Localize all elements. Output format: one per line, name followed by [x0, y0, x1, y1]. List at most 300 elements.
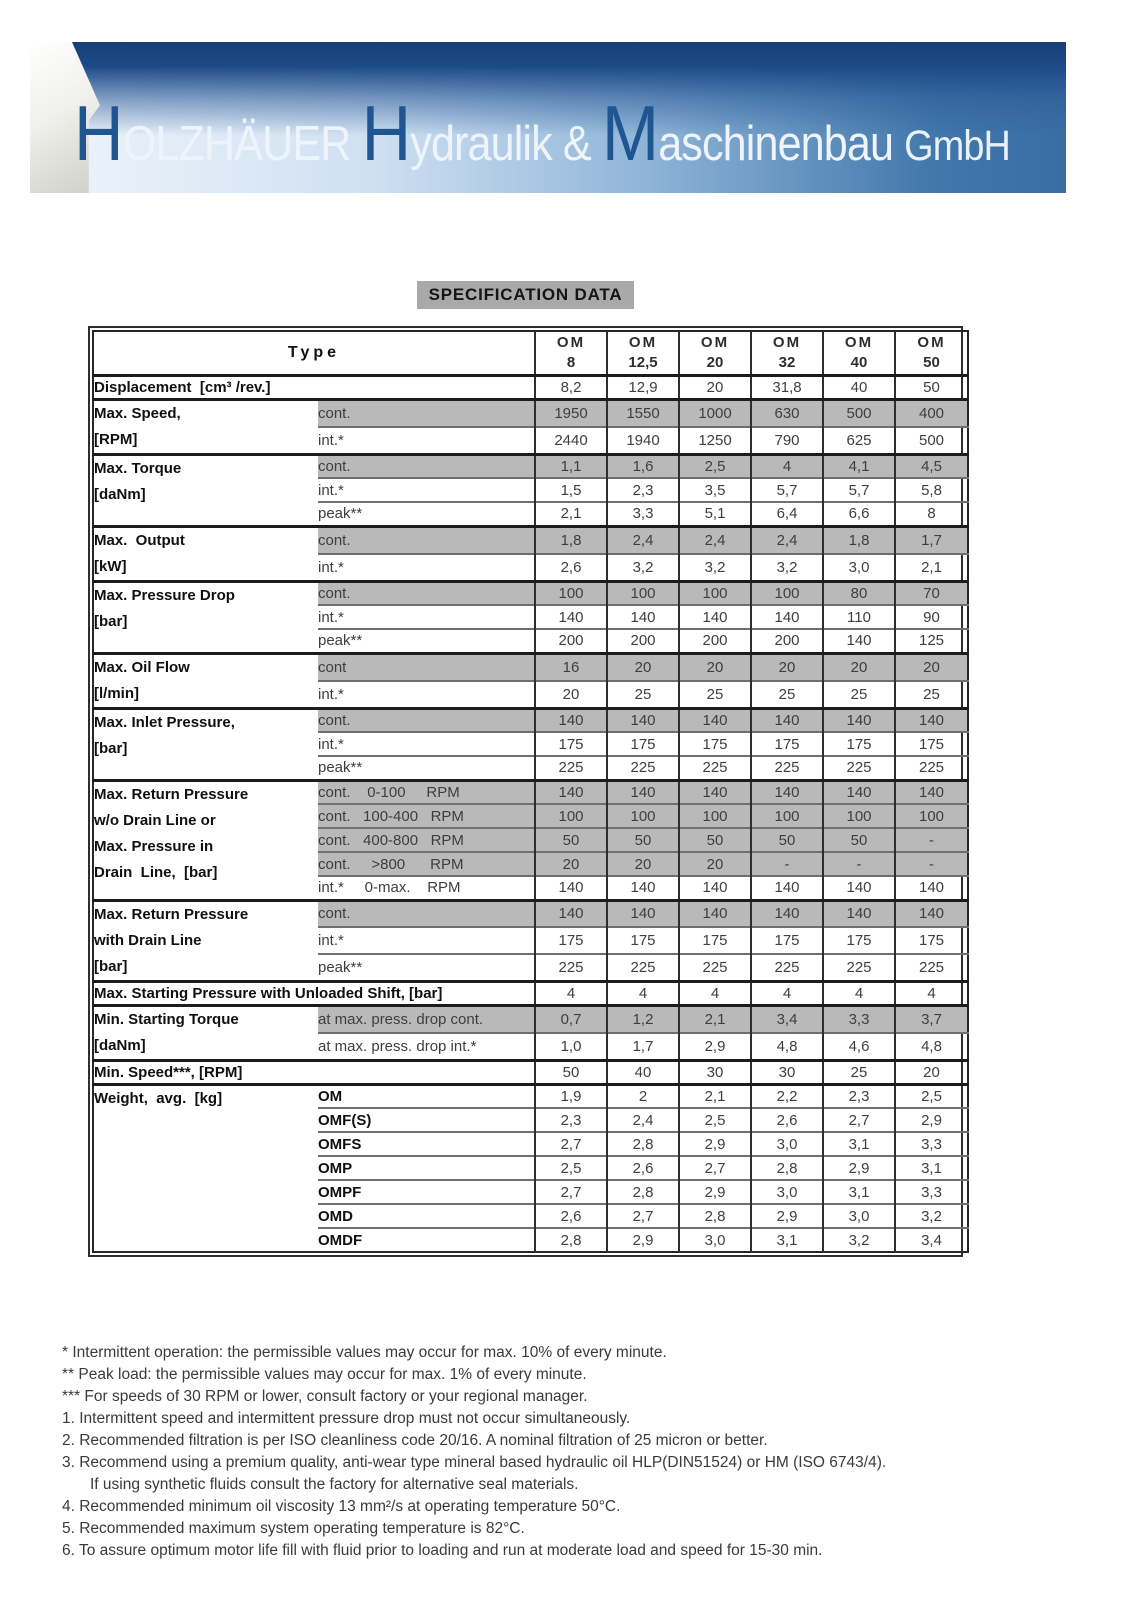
brand-segment: OLZHÄUER [122, 117, 362, 171]
table-row [93, 900, 968, 927]
value-cell: 3,5 [679, 478, 751, 502]
row-sublabel: cont. 0-100 RPM [318, 780, 535, 804]
table-row [93, 780, 968, 804]
value-cell: 175 [607, 927, 679, 954]
value-cell: 225 [607, 954, 679, 981]
table-row [93, 375, 968, 399]
value-cell: 175 [607, 732, 679, 756]
value-cell: 140 [895, 780, 968, 804]
value-cell: 4,8 [895, 1033, 968, 1061]
value-cell: 70 [895, 581, 968, 605]
value-cell: 175 [895, 927, 968, 954]
row-label-line: Max. Speed, [94, 404, 181, 422]
value-cell: 20 [607, 852, 679, 876]
value-cell: 3,0 [679, 1228, 751, 1252]
value-cell: 1250 [679, 427, 751, 455]
value-cell: 140 [751, 780, 823, 804]
value-cell: 1,1 [535, 454, 607, 478]
value-cell: 3,3 [607, 502, 679, 526]
row-sublabel: at max. press. drop cont. [318, 1005, 535, 1033]
row-sublabel: cont. [318, 454, 535, 478]
value-cell: 2,8 [607, 1132, 679, 1156]
value-cell: 3,1 [751, 1228, 823, 1252]
row-label-line: [bar] [94, 612, 128, 630]
value-cell: 140 [607, 900, 679, 927]
value-cell: 200 [679, 629, 751, 653]
value-cell: 175 [823, 927, 895, 954]
row-label-line: Max. Torque [94, 459, 182, 477]
value-cell: 140 [895, 876, 968, 900]
value-cell: 2,9 [679, 1180, 751, 1204]
value-cell: 100 [751, 581, 823, 605]
footnote-line: 3. Recommend using a premium quality, anti-wear type mineral based hydraulic oil HLP(DIN51524) or HM (ISO 6743/4). [62, 1454, 887, 1471]
value-cell: 2,2 [751, 1084, 823, 1108]
table-row [93, 981, 968, 1005]
value-cell: 5,1 [679, 502, 751, 526]
value-cell: 8,2 [535, 375, 607, 399]
row-label-line: [kW] [94, 557, 127, 575]
row-sublabel: peak** [318, 629, 535, 653]
value-cell: 3,1 [823, 1180, 895, 1204]
value-cell: 225 [679, 954, 751, 981]
value-cell: 2,3 [535, 1108, 607, 1132]
value-cell: 2 [607, 1084, 679, 1108]
value-cell: 2,7 [535, 1180, 607, 1204]
value-cell: 175 [751, 927, 823, 954]
row-sublabel: int.* [318, 427, 535, 455]
value-cell: 2,9 [607, 1228, 679, 1252]
row-sublabel: cont. [318, 399, 535, 427]
value-cell: 175 [535, 732, 607, 756]
column-header-om-40: OM 40 [823, 331, 895, 375]
value-cell: 5,8 [895, 478, 968, 502]
value-cell: 175 [823, 732, 895, 756]
value-cell: 20 [679, 653, 751, 681]
value-cell: 50 [535, 1060, 607, 1084]
value-cell: 1550 [607, 399, 679, 427]
value-cell: 140 [679, 780, 751, 804]
value-cell: 2,8 [679, 1204, 751, 1228]
value-cell: 30 [679, 1060, 751, 1084]
value-cell: 140 [607, 780, 679, 804]
value-cell: 630 [751, 399, 823, 427]
row-label [93, 900, 318, 981]
value-cell: 1,0 [535, 1033, 607, 1061]
row-label [93, 780, 318, 900]
value-cell: 400 [895, 399, 968, 427]
value-cell: 20 [751, 653, 823, 681]
value-cell: 2,4 [607, 1108, 679, 1132]
row-sublabel: int.* 0-max. RPM [318, 876, 535, 900]
value-cell: 225 [823, 954, 895, 981]
value-cell: 140 [607, 708, 679, 732]
value-cell: - [895, 852, 968, 876]
value-cell: 1,9 [535, 1084, 607, 1108]
brand-segment: H [361, 89, 411, 177]
column-header-om-8: OM 8 [535, 331, 607, 375]
table-row [93, 399, 968, 427]
value-cell: 2,6 [535, 1204, 607, 1228]
row-label-line: Max. Output [94, 531, 185, 549]
row-sublabel: int.* [318, 554, 535, 582]
value-cell: 20 [679, 375, 751, 399]
value-cell: 625 [823, 427, 895, 455]
value-cell: 50 [607, 828, 679, 852]
row-label-line: Min. Starting Torque [94, 1010, 239, 1028]
value-cell: 2,9 [895, 1108, 968, 1132]
value-cell: 90 [895, 605, 968, 629]
value-cell: 2,5 [679, 1108, 751, 1132]
row-label [93, 708, 318, 780]
row-sublabel: cont. [318, 708, 535, 732]
value-cell: 1,8 [823, 526, 895, 554]
spec-table [92, 330, 969, 1253]
row-label-line: [bar] [94, 957, 128, 975]
value-cell: 140 [679, 876, 751, 900]
value-cell: 0,7 [535, 1005, 607, 1033]
row-label: Min. Speed***, [RPM] [93, 1060, 535, 1084]
value-cell: 50 [895, 375, 968, 399]
value-cell: 2,6 [535, 554, 607, 582]
value-cell: 16 [535, 653, 607, 681]
footnote-line: *** For speeds of 30 RPM or lower, consult factory or your regional manager. [62, 1388, 588, 1405]
row-label [93, 399, 318, 454]
value-cell: 30 [751, 1060, 823, 1084]
value-cell: 4 [607, 981, 679, 1005]
row-sublabel: OMPF [318, 1180, 535, 1204]
footnotes [62, 1342, 1072, 1562]
value-cell: 225 [751, 954, 823, 981]
value-cell: 2,3 [823, 1084, 895, 1108]
value-cell: 2,1 [535, 502, 607, 526]
column-header-om-20: OM 20 [679, 331, 751, 375]
value-cell: 100 [679, 581, 751, 605]
table-row [93, 708, 968, 732]
row-sublabel: at max. press. drop int.* [318, 1033, 535, 1061]
row-sublabel: OMP [318, 1156, 535, 1180]
value-cell: 2,1 [895, 554, 968, 582]
row-label [93, 1084, 318, 1252]
row-sublabel: int.* [318, 732, 535, 756]
row-sublabel: OMF(S) [318, 1108, 535, 1132]
column-header-om-12,5: OM 12,5 [607, 331, 679, 375]
value-cell: 225 [535, 756, 607, 780]
value-cell: 5,7 [751, 478, 823, 502]
row-label-line: Max. Pressure Drop [94, 586, 235, 604]
value-cell: 3,7 [895, 1005, 968, 1033]
value-cell: 12,9 [607, 375, 679, 399]
value-cell: 2,5 [679, 454, 751, 478]
footnote-line: 4. Recommended minimum oil viscosity 13 mm²/s at operating temperature 50°C. [62, 1498, 621, 1515]
row-sublabel: int.* [318, 681, 535, 709]
value-cell: 2,7 [535, 1132, 607, 1156]
value-cell: 20 [679, 852, 751, 876]
row-sublabel: cont. 400-800 RPM [318, 828, 535, 852]
row-label-line: Weight, avg. [kg] [94, 1089, 223, 1107]
value-cell: 1,5 [535, 478, 607, 502]
brand-segment: aschinenbau [658, 117, 905, 171]
value-cell: 140 [679, 708, 751, 732]
value-cell: 140 [607, 876, 679, 900]
value-cell: 50 [751, 828, 823, 852]
table-row [93, 653, 968, 681]
value-cell: 100 [607, 581, 679, 605]
value-cell: 50 [823, 828, 895, 852]
value-cell: 2,1 [679, 1084, 751, 1108]
row-label-line: [RPM] [94, 430, 138, 448]
row-label-line: Max. Inlet Pressure, [94, 713, 235, 731]
row-label-line: Max. Pressure in [94, 837, 214, 855]
row-sublabel: int.* [318, 478, 535, 502]
page-title: SPECIFICATION DATA [417, 281, 635, 309]
value-cell: 1,6 [607, 454, 679, 478]
value-cell: 3,3 [823, 1005, 895, 1033]
row-label-line: [l/min] [94, 684, 139, 702]
value-cell: 8 [895, 502, 968, 526]
footnote-line: If using synthetic fluids consult the factory for alternative seal materials. [90, 1476, 579, 1493]
table-row [93, 1060, 968, 1084]
row-label-line: [bar] [94, 739, 128, 757]
value-cell: 1,7 [895, 526, 968, 554]
value-cell: 140 [823, 780, 895, 804]
footnote-line: 2. Recommended filtration is per ISO cleanliness code 20/16. A nominal filtration of 25 micron or better. [62, 1432, 768, 1449]
value-cell: 140 [751, 605, 823, 629]
row-label [93, 1005, 318, 1060]
value-cell: 140 [535, 605, 607, 629]
value-cell: 100 [535, 581, 607, 605]
value-cell: 40 [607, 1060, 679, 1084]
company-banner [30, 42, 1066, 193]
row-label-line: w/o Drain Line or [94, 811, 216, 829]
value-cell: 25 [607, 681, 679, 709]
brand-segment: ydraulik & [410, 117, 602, 171]
value-cell: 1000 [679, 399, 751, 427]
value-cell: 2,9 [823, 1156, 895, 1180]
value-cell: 100 [607, 804, 679, 828]
row-sublabel: cont. 100-400 RPM [318, 804, 535, 828]
value-cell: 100 [895, 804, 968, 828]
footnote-line: 5. Recommended maximum system operating temperature is 82°C. [62, 1520, 525, 1537]
value-cell: 225 [679, 756, 751, 780]
row-sublabel: int.* [318, 927, 535, 954]
value-cell: 2,7 [823, 1108, 895, 1132]
footnote-line: * Intermittent operation: the permissible values may occur for max. 10% of every minute. [62, 1344, 667, 1361]
value-cell: 2,5 [535, 1156, 607, 1180]
value-cell: 100 [751, 804, 823, 828]
row-sublabel: cont. [318, 900, 535, 927]
value-cell: 2,9 [679, 1033, 751, 1061]
company-name [74, 88, 1010, 179]
row-label-line: [daNm] [94, 1036, 146, 1054]
row-sublabel: peak** [318, 954, 535, 981]
value-cell: 2,9 [679, 1132, 751, 1156]
value-cell: 140 [679, 900, 751, 927]
value-cell: 3,0 [823, 554, 895, 582]
row-label-line: Max. Oil Flow [94, 658, 190, 676]
row-sublabel: int.* [318, 605, 535, 629]
value-cell: 2,8 [607, 1180, 679, 1204]
value-cell: 140 [535, 876, 607, 900]
brand-segment: M [601, 89, 659, 177]
value-cell: 2,1 [679, 1005, 751, 1033]
value-cell: 140 [607, 605, 679, 629]
value-cell: 225 [751, 756, 823, 780]
value-cell: 3,4 [895, 1228, 968, 1252]
value-cell: 3,2 [607, 554, 679, 582]
value-cell: 110 [823, 605, 895, 629]
row-label-line: Drain Line, [bar] [94, 863, 218, 881]
value-cell: 50 [535, 828, 607, 852]
value-cell: 500 [823, 399, 895, 427]
row-sublabel: peak** [318, 502, 535, 526]
brand-segment: H [74, 89, 123, 177]
value-cell: 20 [823, 653, 895, 681]
row-sublabel: cont. >800 RPM [318, 852, 535, 876]
value-cell: 225 [535, 954, 607, 981]
table-row [93, 454, 968, 478]
value-cell: 200 [607, 629, 679, 653]
value-cell: 4 [823, 981, 895, 1005]
row-label [93, 653, 318, 708]
row-label [93, 581, 318, 653]
table-row [93, 581, 968, 605]
value-cell: 25 [751, 681, 823, 709]
column-header-om-32: OM 32 [751, 331, 823, 375]
value-cell: 175 [679, 927, 751, 954]
value-cell: 2,3 [607, 478, 679, 502]
value-cell: 1940 [607, 427, 679, 455]
value-cell: 140 [535, 900, 607, 927]
row-sublabel: cont. [318, 526, 535, 554]
value-cell: 1,8 [535, 526, 607, 554]
type-column-header: Type [93, 331, 535, 375]
value-cell: 3,0 [823, 1204, 895, 1228]
value-cell: 20 [607, 653, 679, 681]
value-cell: 2,4 [607, 526, 679, 554]
value-cell: 3,3 [895, 1132, 968, 1156]
column-header-om-50: OM 50 [895, 331, 968, 375]
value-cell: 25 [895, 681, 968, 709]
value-cell: 2,8 [751, 1156, 823, 1180]
table-row [93, 1084, 968, 1108]
table-row [93, 526, 968, 554]
value-cell: 4 [751, 454, 823, 478]
row-label: Displacement [cm³ /rev.] [93, 375, 535, 399]
value-cell: 3,2 [823, 1228, 895, 1252]
row-sublabel: cont [318, 653, 535, 681]
row-sublabel: peak** [318, 756, 535, 780]
table-row [93, 1005, 968, 1033]
value-cell: 20 [535, 681, 607, 709]
value-cell: 140 [751, 876, 823, 900]
value-cell: 2,4 [751, 526, 823, 554]
value-cell: 140 [823, 629, 895, 653]
value-cell: 3,1 [895, 1156, 968, 1180]
row-sublabel: cont. [318, 581, 535, 605]
value-cell: 2,7 [607, 1204, 679, 1228]
value-cell: 2,7 [679, 1156, 751, 1180]
value-cell: 25 [823, 1060, 895, 1084]
value-cell: 31,8 [751, 375, 823, 399]
value-cell: 25 [679, 681, 751, 709]
row-label-line: Max. Return Pressure [94, 785, 249, 803]
value-cell: 6,6 [823, 502, 895, 526]
value-cell: 6,4 [751, 502, 823, 526]
value-cell: 4,6 [823, 1033, 895, 1061]
value-cell: 225 [895, 756, 968, 780]
value-cell: - [751, 852, 823, 876]
value-cell: 3,2 [679, 554, 751, 582]
row-label-line: with Drain Line [94, 931, 202, 949]
value-cell: 225 [607, 756, 679, 780]
value-cell: 20 [895, 653, 968, 681]
row-sublabel: OMDF [318, 1228, 535, 1252]
value-cell: 100 [535, 804, 607, 828]
value-cell: 225 [823, 756, 895, 780]
brand-segment: GmbH [904, 122, 1010, 170]
value-cell: 125 [895, 629, 968, 653]
row-sublabel: OM [318, 1084, 535, 1108]
value-cell: 4,8 [751, 1033, 823, 1061]
row-sublabel: OMFS [318, 1132, 535, 1156]
value-cell: 140 [535, 708, 607, 732]
value-cell: 140 [823, 708, 895, 732]
value-cell: 2,6 [607, 1156, 679, 1180]
row-label [93, 526, 318, 581]
footnote-line: 1. Intermittent speed and intermittent pressure drop must not occur simultaneously. [62, 1410, 631, 1427]
value-cell: 140 [751, 900, 823, 927]
spec-table-frame [88, 326, 963, 1257]
value-cell: 140 [535, 780, 607, 804]
value-cell: 3,2 [751, 554, 823, 582]
value-cell: 1,7 [607, 1033, 679, 1061]
value-cell: 2,9 [751, 1204, 823, 1228]
value-cell: 1950 [535, 399, 607, 427]
row-label [93, 454, 318, 526]
value-cell: 140 [895, 708, 968, 732]
value-cell: 50 [679, 828, 751, 852]
value-cell: 3,0 [751, 1132, 823, 1156]
value-cell: 80 [823, 581, 895, 605]
value-cell: 2,8 [535, 1228, 607, 1252]
value-cell: 4,1 [823, 454, 895, 478]
value-cell: 4 [895, 981, 968, 1005]
value-cell: 175 [751, 732, 823, 756]
value-cell: 175 [679, 732, 751, 756]
value-cell: 3,1 [823, 1132, 895, 1156]
value-cell: 140 [823, 876, 895, 900]
title-row [88, 281, 963, 309]
value-cell: 790 [751, 427, 823, 455]
table-header-row [93, 331, 968, 375]
value-cell: - [895, 828, 968, 852]
value-cell: 225 [895, 954, 968, 981]
value-cell: 500 [895, 427, 968, 455]
value-cell: 4 [751, 981, 823, 1005]
value-cell: 100 [679, 804, 751, 828]
value-cell: 2,6 [751, 1108, 823, 1132]
value-cell: 2,4 [679, 526, 751, 554]
value-cell: 140 [679, 605, 751, 629]
value-cell: 3,0 [751, 1180, 823, 1204]
value-cell: 5,7 [823, 478, 895, 502]
value-cell: 200 [535, 629, 607, 653]
row-label-line: Max. Return Pressure [94, 905, 249, 923]
value-cell: 200 [751, 629, 823, 653]
value-cell: 175 [535, 927, 607, 954]
value-cell: - [823, 852, 895, 876]
value-cell: 3,4 [751, 1005, 823, 1033]
